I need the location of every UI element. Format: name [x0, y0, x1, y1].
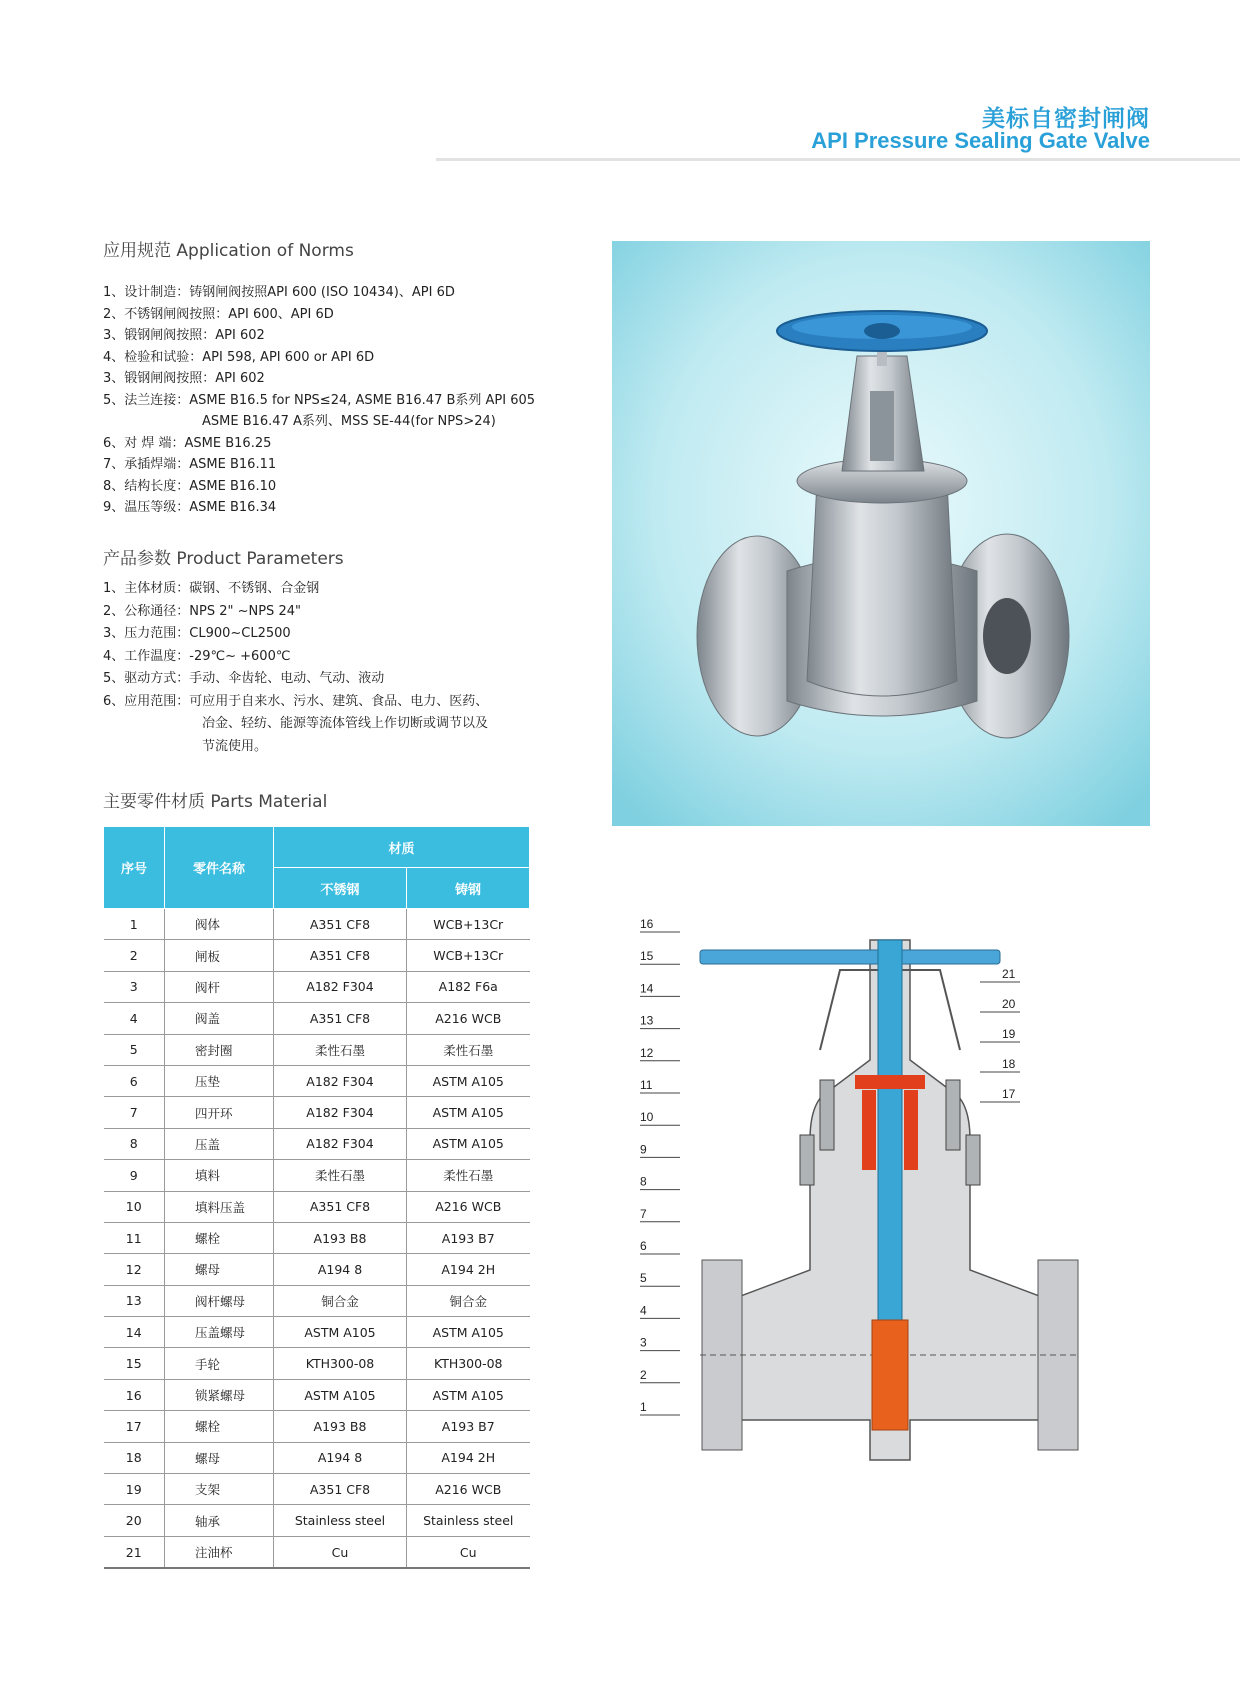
table-row — [104, 909, 530, 940]
norms-item: 1、设计制造：铸钢闸阀按照API 600 (ISO 10434)、API 6D — [103, 285, 455, 300]
cell-stainless: A182 F304 — [274, 1065, 407, 1096]
diagram-label-right: 17 — [1002, 1087, 1016, 1101]
diagram-stem-icon — [878, 940, 902, 1340]
cell-no: 19 — [104, 1474, 165, 1505]
norms-item: 6、对 焊 端：ASME B16.25 — [103, 435, 272, 451]
cell-no: 18 — [104, 1442, 165, 1473]
cell-part-name: 螺母 — [165, 1254, 274, 1285]
cell-part-name: 支架 — [165, 1474, 274, 1505]
params-item: 节流使用。 — [202, 738, 268, 754]
cell-no: 17 — [104, 1411, 165, 1442]
cell-no: 3 — [104, 971, 165, 1002]
cell-cast: A216 WCB — [407, 1474, 530, 1505]
cell-no: 2 — [104, 940, 165, 971]
diagram-label-left: 7 — [640, 1206, 647, 1221]
params-item: 2、公称通径：NPS 2" ~NPS 24" — [103, 603, 301, 619]
diagram-label-left: 9 — [640, 1142, 647, 1157]
cell-part-name: 四开环 — [165, 1097, 274, 1128]
cell-part-name: 螺母 — [165, 1442, 274, 1473]
cell-stainless: KTH300-08 — [274, 1348, 407, 1379]
col-header-material: 材质 — [274, 827, 530, 868]
table-row — [104, 1379, 530, 1410]
cell-stainless: ASTM A105 — [274, 1317, 407, 1348]
cell-no: 9 — [104, 1160, 165, 1191]
cell-stainless: A351 CF8 — [274, 940, 407, 971]
diagram-label-right: 21 — [1002, 967, 1016, 981]
cell-part-name: 阀盖 — [165, 1003, 274, 1034]
cell-part-name: 闸板 — [165, 940, 274, 971]
table-row — [104, 1128, 530, 1159]
cell-stainless: A193 B8 — [274, 1222, 407, 1253]
cell-cast: ASTM A105 — [407, 1065, 530, 1096]
cell-cast: A194 2H — [407, 1442, 530, 1473]
cell-no: 8 — [104, 1128, 165, 1159]
cell-no: 7 — [104, 1097, 165, 1128]
cell-cast: KTH300-08 — [407, 1348, 530, 1379]
cell-no: 10 — [104, 1191, 165, 1222]
cell-stainless: A194 8 — [274, 1254, 407, 1285]
table-row — [104, 1411, 530, 1442]
params-item: 4、工作温度：-29℃~ +600℃ — [103, 648, 291, 664]
col-header-stainless: 不锈钢 — [274, 868, 407, 909]
norms-item: 7、承插焊端：ASME B16.11 — [103, 457, 277, 472]
cell-cast: 柔性石墨 — [407, 1034, 530, 1065]
diagram-label-left: 14 — [640, 981, 654, 996]
cell-no: 5 — [104, 1034, 165, 1065]
cell-stainless: 柔性石墨 — [274, 1160, 407, 1191]
params-item: 5、驱动方式：手动、伞齿轮、电动、气动、液动 — [103, 671, 385, 686]
diagram-label-left: 2 — [640, 1367, 647, 1382]
cell-part-name: 手轮 — [165, 1348, 274, 1379]
cell-stainless: A194 8 — [274, 1442, 407, 1473]
cell-stainless: A182 F304 — [274, 1128, 407, 1159]
table-row — [104, 1317, 530, 1348]
cell-stainless: 铜合金 — [274, 1285, 407, 1316]
norms-item: 2、不锈钢闸阀按照：API 600、API 6D — [103, 306, 334, 322]
diagram-wedge-icon — [872, 1320, 908, 1430]
cell-no: 11 — [104, 1222, 165, 1253]
cell-no: 1 — [104, 909, 165, 940]
table-row — [104, 1285, 530, 1316]
cell-stainless: ASTM A105 — [274, 1379, 407, 1410]
cell-cast: A216 WCB — [407, 1191, 530, 1222]
diagram-handwheel-icon — [700, 950, 1000, 964]
diagram-label-left: 4 — [640, 1303, 647, 1318]
cell-part-name: 填料压盖 — [165, 1191, 274, 1222]
diagram-label-left: 15 — [640, 949, 654, 964]
cell-stainless: Stainless steel — [274, 1505, 407, 1536]
cell-part-name: 压盖螺母 — [165, 1317, 274, 1348]
table-row — [104, 1160, 530, 1191]
cell-stainless: A351 CF8 — [274, 909, 407, 940]
table-row — [104, 1536, 530, 1568]
cell-part-name: 压垫 — [165, 1065, 274, 1096]
cell-no: 6 — [104, 1065, 165, 1096]
norms-item: ASME B16.47 A系列、MSS SE-44(for NPS>24) — [202, 414, 496, 429]
cell-cast: 铜合金 — [407, 1285, 530, 1316]
table-row — [104, 1097, 530, 1128]
cell-part-name: 注油杯 — [165, 1536, 274, 1568]
cell-no: 21 — [104, 1536, 165, 1568]
table-row — [104, 1254, 530, 1285]
norms-item: 3、锻钢闸阀按照：API 602 — [103, 328, 265, 343]
norms-item: 9、温压等级：ASME B16.34 — [103, 500, 277, 515]
cell-part-name: 密封圈 — [165, 1034, 274, 1065]
cell-stainless: A182 F304 — [274, 1097, 407, 1128]
diagram-label-left: 13 — [640, 1013, 654, 1028]
norms-list — [103, 282, 535, 519]
cell-cast: ASTM A105 — [407, 1317, 530, 1348]
cell-no: 13 — [104, 1285, 165, 1316]
diagram-label-left: 1 — [640, 1400, 647, 1414]
table-row — [104, 1474, 530, 1505]
table-row — [104, 1348, 530, 1379]
cell-cast: WCB+13Cr — [407, 909, 530, 940]
table-row — [104, 971, 530, 1002]
params-item: 冶金、轻纺、能源等流体管线上作切断或调节以及 — [202, 716, 489, 731]
cell-no: 12 — [104, 1254, 165, 1285]
valve-photo — [612, 241, 1150, 826]
cell-part-name: 填料 — [165, 1160, 274, 1191]
params-item: 1、主体材质：碳钢、不锈钢、合金钢 — [103, 581, 320, 596]
cell-part-name: 压盖 — [165, 1128, 274, 1159]
cell-cast: A216 WCB — [407, 1003, 530, 1034]
valve-section-diagram — [640, 900, 1100, 1510]
cell-part-name: 阀杆螺母 — [165, 1285, 274, 1316]
cell-stainless: A182 F304 — [274, 971, 407, 1002]
diagram-label-right: 20 — [1002, 997, 1016, 1011]
cell-stainless: Cu — [274, 1536, 407, 1568]
page-title-en: API Pressure Sealing Gate Valve — [811, 128, 1150, 153]
cell-no: 20 — [104, 1505, 165, 1536]
norms-item: 8、结构长度：ASME B16.10 — [103, 478, 277, 494]
cell-part-name: 轴承 — [165, 1505, 274, 1536]
params-section-title: 产品参数 Product Parameters — [103, 549, 344, 569]
diagram-label-right: 19 — [1002, 1027, 1016, 1041]
table-row — [104, 1505, 530, 1536]
cell-part-name: 阀体 — [165, 909, 274, 940]
diagram-label-left: 16 — [640, 917, 654, 931]
parts-material-table — [103, 826, 530, 1569]
cell-cast: Cu — [407, 1536, 530, 1568]
params-list — [103, 578, 488, 758]
cell-cast: A182 F6a — [407, 971, 530, 1002]
cell-part-name: 螺栓 — [165, 1411, 274, 1442]
cell-no: 4 — [104, 1003, 165, 1034]
page-title-cn: 美标自密封闸阀 — [982, 106, 1150, 132]
cell-cast: ASTM A105 — [407, 1379, 530, 1410]
table-row — [104, 1003, 530, 1034]
table-row — [104, 1065, 530, 1096]
diagram-label-left: 11 — [640, 1078, 653, 1092]
cell-part-name: 阀杆 — [165, 971, 274, 1002]
cell-cast: 柔性石墨 — [407, 1160, 530, 1191]
cell-cast: A193 B7 — [407, 1222, 530, 1253]
diagram-label-left: 12 — [640, 1045, 654, 1060]
params-item: 3、压力范围：CL900~CL2500 — [103, 626, 291, 641]
cell-stainless: 柔性石墨 — [274, 1034, 407, 1065]
table-row — [104, 940, 530, 971]
col-header-cast: 铸钢 — [407, 868, 530, 909]
parts-section-title: 主要零件材质 Parts Material — [103, 792, 328, 812]
diagram-label-right: 18 — [1002, 1057, 1016, 1071]
diagram-label-left: 10 — [640, 1110, 654, 1125]
cell-stainless: A351 CF8 — [274, 1474, 407, 1505]
cell-cast: A193 B7 — [407, 1411, 530, 1442]
table-row — [104, 1034, 530, 1065]
diagram-label-left: 3 — [640, 1335, 647, 1350]
cell-part-name: 锁紧螺母 — [165, 1379, 274, 1410]
cell-stainless: A351 CF8 — [274, 1003, 407, 1034]
cell-part-name: 螺栓 — [165, 1222, 274, 1253]
cell-stainless: A193 B8 — [274, 1411, 407, 1442]
params-item: 6、应用范围：可应用于自来水、污水、建筑、食品、电力、医药、 — [103, 693, 489, 709]
cell-cast: ASTM A105 — [407, 1097, 530, 1128]
norms-section-title: 应用规范 Application of Norms — [103, 241, 354, 261]
cell-cast: ASTM A105 — [407, 1128, 530, 1159]
cell-no: 15 — [104, 1348, 165, 1379]
table-row — [104, 1191, 530, 1222]
cell-cast: WCB+13Cr — [407, 940, 530, 971]
table-row — [104, 1222, 530, 1253]
cell-stainless: A351 CF8 — [274, 1191, 407, 1222]
norms-item: 4、检验和试验：API 598, API 600 or API 6D — [103, 349, 375, 365]
cell-cast: Stainless steel — [407, 1505, 530, 1536]
norms-item: 3、锻钢闸阀按照：API 602 — [103, 371, 265, 386]
diagram-label-left: 6 — [640, 1239, 647, 1253]
col-header-no: 序号 — [104, 827, 165, 909]
col-header-name: 零件名称 — [165, 827, 274, 909]
cell-cast: A194 2H — [407, 1254, 530, 1285]
diagram-label-left: 8 — [640, 1174, 647, 1189]
cell-no: 16 — [104, 1379, 165, 1410]
diagram-label-left: 5 — [640, 1271, 647, 1286]
norms-item: 5、法兰连接：ASME B16.5 for NPS≤24, ASME B16.47 B系列 API 605 — [103, 392, 536, 408]
table-row — [104, 1442, 530, 1473]
cell-no: 14 — [104, 1317, 165, 1348]
header-divider — [436, 158, 1240, 161]
